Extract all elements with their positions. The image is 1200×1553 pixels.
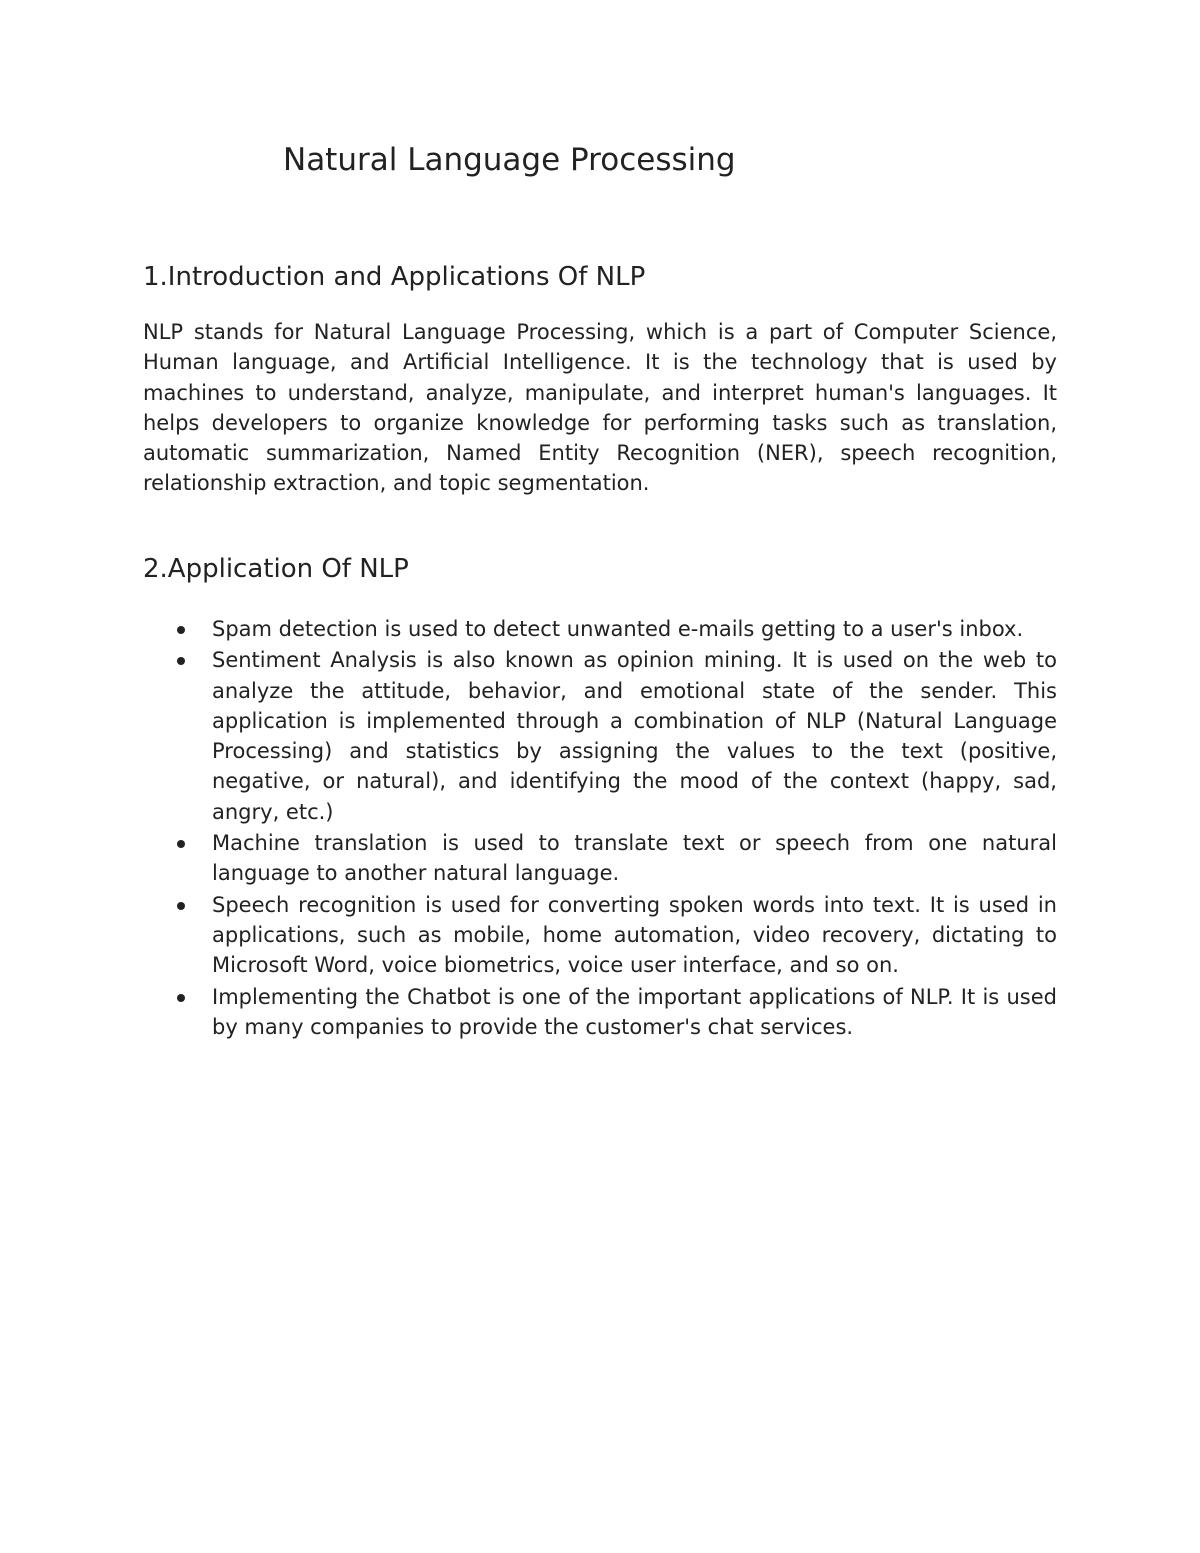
bullet-icon	[177, 994, 185, 1002]
bullet-icon	[177, 657, 185, 665]
section-heading-applications: 2.Application Of NLP	[143, 554, 409, 584]
bullet-icon	[177, 626, 185, 634]
list-item-text: Sentiment Analysis is also known as opinion mining. It is used on the web to analyze the attitude, behavior, and emotional state of the sender. This application is implemented through a combination of NLP (Natural Language Processing) and statistics by assigning the values to the text (positive, negative, or natural), and identifying the mood of the context (happy, sad, angry, etc.)	[212, 648, 1057, 824]
list-item	[212, 614, 1057, 644]
list-item-text: Machine translation is used to translate text or speech from one natural language to another natural language.	[212, 831, 1057, 886]
section-heading-introduction: 1.Introduction and Applications Of NLP	[143, 262, 646, 292]
list-item-text: Implementing the Chatbot is one of the important applications of NLP. It is used by many companies to provide the customer's chat services.	[212, 984, 1057, 1039]
list-item-text: Spam detection is used to detect unwanted e-mails getting to a user's inbox.	[212, 617, 1024, 641]
applications-list	[212, 614, 1057, 1043]
list-item	[212, 828, 1057, 889]
bullet-icon	[177, 840, 185, 848]
list-item	[212, 982, 1057, 1043]
list-item	[212, 645, 1057, 827]
list-item	[212, 890, 1057, 981]
document-title: Natural Language Processing	[283, 142, 736, 178]
introduction-paragraph: NLP stands for Natural Language Processing, which is a part of Computer Science, Human language, and Artificial Intelligence. It is the technology that is used by machines to understand, analyze, manipulate, and interpret human's languages. It helps developers to organize knowledge for performing tasks such as translation, automatic summarization, Named Entity Recognition (NER), speech recognition, relationship extraction, and topic segmentation.	[143, 320, 1057, 496]
list-item-text: Speech recognition is used for converting spoken words into text. It is used in applications, such as mobile, home automation, video recovery, dictating to Microsoft Word, voice biometrics, voice user interface, and so on.	[212, 892, 1057, 978]
bullet-icon	[177, 902, 185, 910]
